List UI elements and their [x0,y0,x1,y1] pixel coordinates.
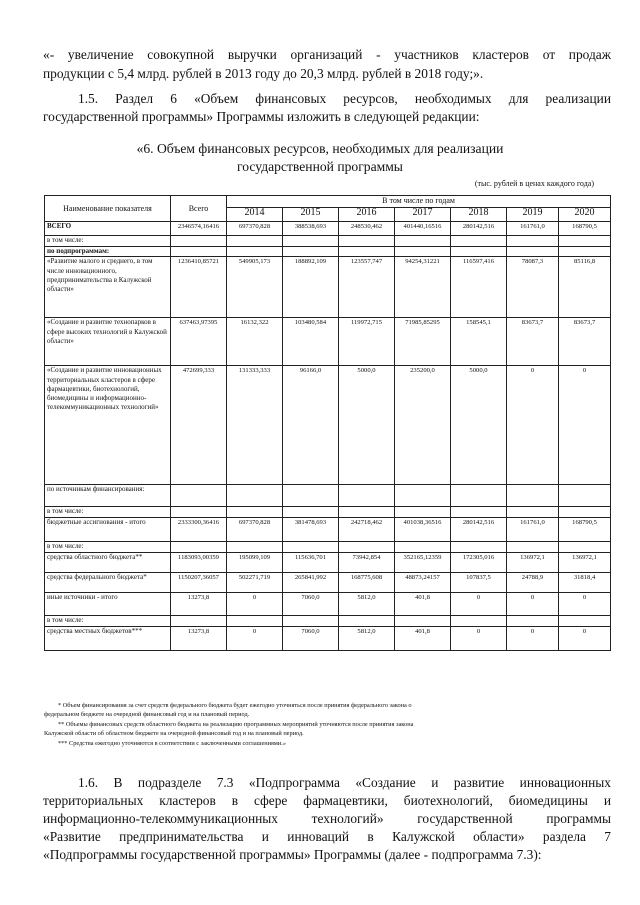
cell-year-value [559,236,611,247]
cell-total: 2333300,36416 [171,517,227,541]
cell-year-value: 71985,85295 [395,318,451,366]
cell-year-value [227,541,283,552]
cell-year-value: 5000,0 [339,366,395,485]
cell-year-value: 119972,715 [339,318,395,366]
header-year: 2020 [559,208,611,222]
row-label: средства федерального бюджета* [45,572,171,592]
section-heading-line-1: «6. Объем финансовых ресурсов, необходимых для реализации [136,141,504,156]
cell-year-value [395,236,451,247]
cell-year-value: 168790,5 [559,222,611,236]
cell-year-value: 401,8 [395,626,451,650]
header-year: 2018 [451,208,507,222]
row-label: «Создание и развитие технопарков в сфере высоких технологий в Калужской области» [45,318,171,366]
cell-total: 1150207,36057 [171,572,227,592]
cell-year-value: 78087,3 [507,257,559,318]
table-row [45,257,611,318]
cell-year-value: 280142,516 [451,222,507,236]
cell-year-value: 96166,0 [283,366,339,485]
cell-total: 1236410,85721 [171,257,227,318]
cell-year-value: 0 [507,626,559,650]
cell-year-value [559,485,611,507]
cell-year-value: 5812,0 [339,592,395,615]
cell-year-value: 0 [451,626,507,650]
table-row [45,552,611,572]
cell-total [171,485,227,507]
cell-year-value [507,615,559,626]
units-note: (тыс. рублей в ценах каждого года) [474,179,594,188]
cell-year-value: 5000,0 [451,366,507,485]
cell-total [171,247,227,257]
cell-year-value: 161761,0 [507,222,559,236]
cell-year-value [451,236,507,247]
outro-line-4: «Развитие предпринимательства и инноваций в Калужской области» раздела 7 [43,829,611,844]
cell-year-value [395,541,451,552]
cell-year-value: 83673,7 [507,318,559,366]
table-row [45,236,611,247]
footnote-2a: ** Объемы финансовых средств областного бюджета на реализацию программных мероприятий уточняются после принятия закона [58,721,414,728]
row-label: по подпрограммам: [45,247,171,257]
cell-year-value [283,236,339,247]
table-row [45,541,611,552]
cell-year-value: 235200,0 [395,366,451,485]
cell-year-value [339,236,395,247]
cell-year-value: 0 [559,366,611,485]
cell-year-value [227,507,283,517]
cell-year-value: 94254,31221 [395,257,451,318]
cell-year-value [227,485,283,507]
cell-year-value: 168790,5 [559,517,611,541]
cell-year-value: 401,8 [395,592,451,615]
cell-year-value: 0 [559,626,611,650]
row-label: «Развитие малого и среднего, в том числе инновационного, предпринимательства в Калужской области» [45,257,171,318]
row-label: средства областного бюджета** [45,552,171,572]
cell-total: 1183093,00359 [171,552,227,572]
header-year: 2019 [507,208,559,222]
header-year: 2015 [283,208,339,222]
cell-year-value: 188892,109 [283,257,339,318]
header-year: 2014 [227,208,283,222]
cell-year-value: 83673,7 [559,318,611,366]
table-row [45,222,611,236]
outro-line-2: территориальных кластеров в сфере фармацевтики, биотехнологий, биомедицины и [43,793,611,808]
cell-year-value [227,247,283,257]
cell-year-value: 401440,16516 [395,222,451,236]
cell-total [171,507,227,517]
intro-line-4: государственной программы» Программы изложить в следующей редакции: [43,109,480,124]
header-name: Наименование показателя [45,196,171,222]
cell-year-value: 158545,1 [451,318,507,366]
cell-year-value: 85116,8 [559,257,611,318]
cell-year-value: 195099,109 [227,552,283,572]
row-label: в том числе: [45,615,171,626]
cell-year-value: 5812,0 [339,626,395,650]
footnote-3: *** Средства ежегодно уточняются в соответствии с заключенными соглашениями.» [58,740,286,747]
cell-year-value [507,236,559,247]
table-row [45,366,611,485]
cell-year-value [451,247,507,257]
cell-year-value: 352165,12359 [395,552,451,572]
row-label: в том числе: [45,236,171,247]
footnote-1b: федеральном бюджете на очередной финансовый год и на плановый период. [44,711,250,718]
cell-year-value: 242718,462 [339,517,395,541]
intro-line-3: 1.5. Раздел 6 «Объем финансовых ресурсов, необходимых для реализации [78,91,611,106]
cell-year-value [451,615,507,626]
cell-year-value [227,236,283,247]
cell-year-value [395,247,451,257]
cell-year-value: 280142,516 [451,517,507,541]
row-label: иные источники - итого [45,592,171,615]
cell-total [171,541,227,552]
intro-line-2: продукции с 5,4 млрд. рублей в 2013 году до 20,3 млрд. рублей в 2018 году;». [43,66,484,81]
cell-year-value [283,507,339,517]
cell-year-value: 7060,0 [283,626,339,650]
cell-year-value: 0 [507,592,559,615]
cell-year-value: 31818,4 [559,572,611,592]
cell-year-value: 136972,1 [507,552,559,572]
cell-year-value: 697370,828 [227,222,283,236]
cell-year-value [339,507,395,517]
cell-year-value [283,247,339,257]
header-years-group: В том числе по годам [227,196,611,208]
cell-year-value: 381478,693 [283,517,339,541]
cell-year-value: 697370,828 [227,517,283,541]
cell-total: 472699,333 [171,366,227,485]
cell-year-value: 248530,462 [339,222,395,236]
cell-year-value: 7060,0 [283,592,339,615]
table-row [45,592,611,615]
cell-year-value [451,485,507,507]
row-label: средства местных бюджетов*** [45,626,171,650]
cell-total: 637463,97395 [171,318,227,366]
table-row [45,247,611,257]
cell-total [171,236,227,247]
section-heading-line-2: государственной программы [237,159,403,174]
cell-year-value: 0 [227,626,283,650]
cell-year-value [451,541,507,552]
table-row [45,507,611,517]
cell-year-value [507,507,559,517]
cell-year-value: 549905,173 [227,257,283,318]
cell-year-value: 131333,333 [227,366,283,485]
cell-year-value [507,541,559,552]
table-row [45,615,611,626]
cell-year-value [559,541,611,552]
cell-year-value [339,615,395,626]
cell-year-value: 502271,719 [227,572,283,592]
cell-year-value [451,507,507,517]
cell-total: 13273,8 [171,592,227,615]
cell-year-value: 172305,016 [451,552,507,572]
cell-year-value [559,247,611,257]
cell-year-value: 401038,36516 [395,517,451,541]
financing-table [44,195,611,651]
cell-total: 13273,8 [171,626,227,650]
table-row [45,485,611,507]
outro-line-1: 1.6. В подразделе 7.3 «Подпрограмма «Создание и развитие инновационных [78,775,611,790]
outro-line-3: информационно-телекоммуникационных технологий» государственной программы [43,811,611,826]
cell-year-value: 103480,584 [283,318,339,366]
cell-year-value: 168775,608 [339,572,395,592]
intro-line-1: «- увеличение совокупной выручки организаций - участников кластеров от продаж [43,47,611,62]
cell-year-value [339,541,395,552]
cell-year-value [395,507,451,517]
cell-year-value: 136972,1 [559,552,611,572]
cell-year-value: 161761,0 [507,517,559,541]
header-year: 2016 [339,208,395,222]
cell-year-value [339,247,395,257]
cell-year-value: 16132,322 [227,318,283,366]
cell-year-value: 0 [227,592,283,615]
table-row [45,626,611,650]
cell-year-value [283,615,339,626]
cell-year-value [283,485,339,507]
cell-year-value [559,507,611,517]
header-total: Всего [171,196,227,222]
cell-year-value: 73942,854 [339,552,395,572]
cell-year-value: 0 [507,366,559,485]
row-label: «Создание и развитие инновационных территориальных кластеров в сфере фармацевтики, биотехнологий, биомедицины и информационно-телекоммуникационных технологий» [45,366,171,485]
cell-year-value: 24788,9 [507,572,559,592]
table-row [45,318,611,366]
cell-year-value: 265841,992 [283,572,339,592]
cell-year-value: 116597,416 [451,257,507,318]
cell-year-value [395,615,451,626]
header-year: 2017 [395,208,451,222]
cell-year-value [227,615,283,626]
outro-line-5: «Подпрограммы государственной программы» Программы (далее - подпрограмма 7.3): [43,847,542,862]
row-label: в том числе: [45,507,171,517]
cell-year-value [395,485,451,507]
cell-year-value: 48873,24157 [395,572,451,592]
cell-total [171,615,227,626]
row-label: бюджетные ассигнования - итого [45,517,171,541]
table-row [45,572,611,592]
table-row [45,517,611,541]
cell-year-value: 123557,747 [339,257,395,318]
cell-year-value: 107837,5 [451,572,507,592]
cell-year-value [283,541,339,552]
row-label: по источникам финансирования: [45,485,171,507]
row-label: в том числе: [45,541,171,552]
cell-year-value: 0 [559,592,611,615]
cell-year-value: 115636,701 [283,552,339,572]
cell-year-value [507,247,559,257]
footnote-1a: * Объем финансирования за счет средств федерального бюджета будет ежегодно уточняться после принятия федерального закона о [58,702,412,709]
footnote-2b: Калужской области об областном бюджете на очередной финансовый год и на плановый период. [44,730,304,737]
cell-year-value: 388538,693 [283,222,339,236]
cell-year-value [559,615,611,626]
cell-year-value: 0 [451,592,507,615]
cell-year-value [339,485,395,507]
cell-total: 2346574,16416 [171,222,227,236]
cell-year-value [507,485,559,507]
row-label: ВСЕГО [45,222,171,236]
